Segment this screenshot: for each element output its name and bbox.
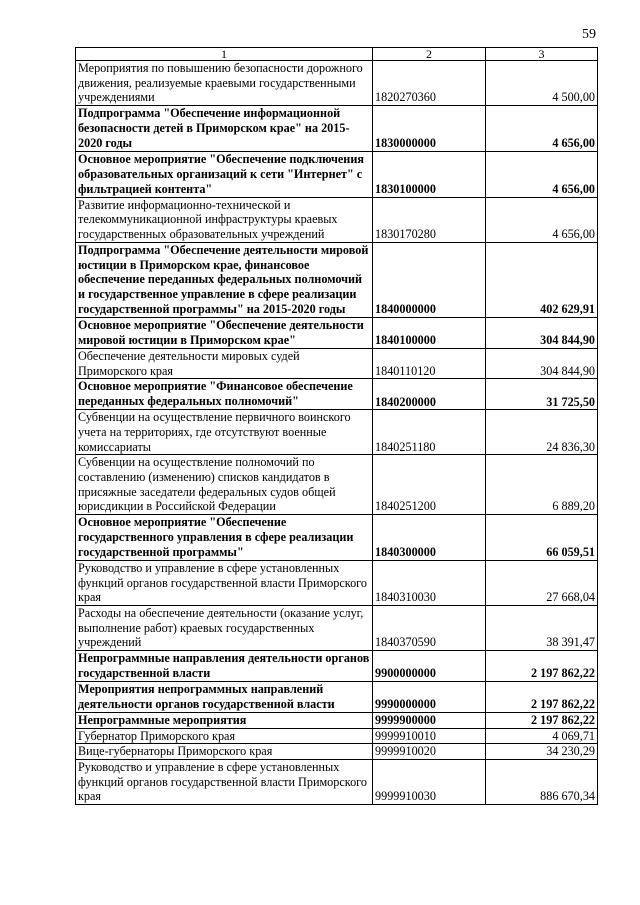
row-code-cell: 1840100000 — [373, 318, 486, 349]
row-amount-cell: 4 500,00 — [486, 61, 598, 106]
table-row — [76, 681, 598, 712]
row-code-cell: 1820270360 — [373, 61, 486, 106]
row-code-cell: 1840200000 — [373, 379, 486, 410]
row-amount-cell: 2 197 862,22 — [486, 651, 598, 682]
row-amount-cell: 886 670,34 — [486, 760, 598, 805]
column-header-2: 2 — [373, 48, 486, 61]
row-amount-cell: 4 656,00 — [486, 197, 598, 242]
table-row — [76, 349, 598, 379]
budget-table-body — [76, 48, 598, 805]
row-code-cell: 1840251180 — [373, 410, 486, 455]
table-header-row — [76, 48, 598, 61]
row-code-cell: 1840310030 — [373, 560, 486, 605]
row-name-cell: Подпрограмма "Обеспечение деятельности мировой юстиции в Приморском крае, финансовое обеспечение переданных федеральных полномочий и государственное управление в сфере реализации государственной программы" на 2015-2020 годы — [76, 242, 373, 318]
row-name-cell: Губернатор Приморского края — [76, 728, 373, 744]
row-code-cell: 9999900000 — [373, 712, 486, 728]
row-name-cell: Обеспечение деятельности мировых судей Приморского края — [76, 349, 373, 379]
table-row — [76, 651, 598, 682]
row-amount-cell: 402 629,91 — [486, 242, 598, 318]
table-row — [76, 515, 598, 561]
row-name-cell: Основное мероприятие "Обеспечение подключения образовательных организаций к сети "Интернет" с фильтрацией контента" — [76, 151, 373, 197]
row-name-cell: Руководство и управление в сфере установленных функций органов государственной власти Приморского края — [76, 760, 373, 805]
row-name-cell: Субвенции на осуществление полномочий по составлению (изменению) списков кандидатов в присяжные заседатели федеральных судов общей юрисдикции в Российской Федерации — [76, 455, 373, 515]
row-code-cell: 9999910020 — [373, 744, 486, 760]
column-header-1: 1 — [76, 48, 373, 61]
table-row — [76, 61, 598, 106]
row-amount-cell: 27 668,04 — [486, 560, 598, 605]
table-row — [76, 744, 598, 760]
column-header-3: 3 — [486, 48, 598, 61]
row-code-cell: 9999910030 — [373, 760, 486, 805]
row-amount-cell: 304 844,90 — [486, 318, 598, 349]
row-amount-cell: 24 836,30 — [486, 410, 598, 455]
row-name-cell: Субвенции на осуществление первичного воинского учета на территориях, где отсутствуют военные комиссариаты — [76, 410, 373, 455]
row-name-cell: Мероприятия по повышению безопасности дорожного движения, реализуемые краевыми государственными учреждениями — [76, 61, 373, 106]
table-row — [76, 455, 598, 515]
row-amount-cell: 2 197 862,22 — [486, 681, 598, 712]
table-row — [76, 197, 598, 242]
row-name-cell: Расходы на обеспечение деятельности (оказание услуг, выполнение работ) краевых государственных учреждений — [76, 605, 373, 650]
row-amount-cell: 6 889,20 — [486, 455, 598, 515]
row-code-cell: 1840300000 — [373, 515, 486, 561]
row-name-cell: Развитие информационно-технической и телекоммуникационной инфраструктуры краевых государственных образовательных учреждений — [76, 197, 373, 242]
row-name-cell: Основное мероприятие "Обеспечение государственного управления в сфере реализации государственной программы" — [76, 515, 373, 561]
table-row — [76, 242, 598, 318]
row-name-cell: Основное мероприятие "Финансовое обеспечение переданных федеральных полномочий" — [76, 379, 373, 410]
row-amount-cell: 4 656,00 — [486, 151, 598, 197]
table-row — [76, 151, 598, 197]
row-name-cell: Вице-губернаторы Приморского края — [76, 744, 373, 760]
row-code-cell: 1830100000 — [373, 151, 486, 197]
row-name-cell: Подпрограмма "Обеспечение информационной безопасности детей в Приморском крае" на 2015-2020 годы — [76, 106, 373, 152]
row-name-cell: Руководство и управление в сфере установленных функций органов государственной власти Приморского края — [76, 560, 373, 605]
row-code-cell: 1840370590 — [373, 605, 486, 650]
row-code-cell: 9990000000 — [373, 681, 486, 712]
page-number: 59 — [582, 27, 596, 42]
row-code-cell: 1830000000 — [373, 106, 486, 152]
table-row — [76, 106, 598, 152]
row-code-cell: 1830170280 — [373, 197, 486, 242]
table-row — [76, 728, 598, 744]
table-row — [76, 560, 598, 605]
row-amount-cell: 4 656,00 — [486, 106, 598, 152]
table-row — [76, 318, 598, 349]
row-code-cell: 9900000000 — [373, 651, 486, 682]
row-code-cell: 1840000000 — [373, 242, 486, 318]
table-row — [76, 379, 598, 410]
table-row — [76, 410, 598, 455]
table-row — [76, 712, 598, 728]
row-name-cell: Мероприятия непрограммных направлений деятельности органов государственной власти — [76, 681, 373, 712]
table-row — [76, 605, 598, 650]
row-amount-cell: 2 197 862,22 — [486, 712, 598, 728]
row-amount-cell: 31 725,50 — [486, 379, 598, 410]
table-row — [76, 760, 598, 805]
row-name-cell: Основное мероприятие "Обеспечение деятельности мировой юстиции в Приморском крае" — [76, 318, 373, 349]
row-amount-cell: 4 069,71 — [486, 728, 598, 744]
budget-table — [75, 47, 598, 805]
row-code-cell: 1840251200 — [373, 455, 486, 515]
row-name-cell: Непрограммные направления деятельности органов государственной власти — [76, 651, 373, 682]
row-amount-cell: 66 059,51 — [486, 515, 598, 561]
row-amount-cell: 304 844,90 — [486, 349, 598, 379]
row-amount-cell: 34 230,29 — [486, 744, 598, 760]
row-code-cell: 9999910010 — [373, 728, 486, 744]
row-amount-cell: 38 391,47 — [486, 605, 598, 650]
row-name-cell: Непрограммные мероприятия — [76, 712, 373, 728]
row-code-cell: 1840110120 — [373, 349, 486, 379]
